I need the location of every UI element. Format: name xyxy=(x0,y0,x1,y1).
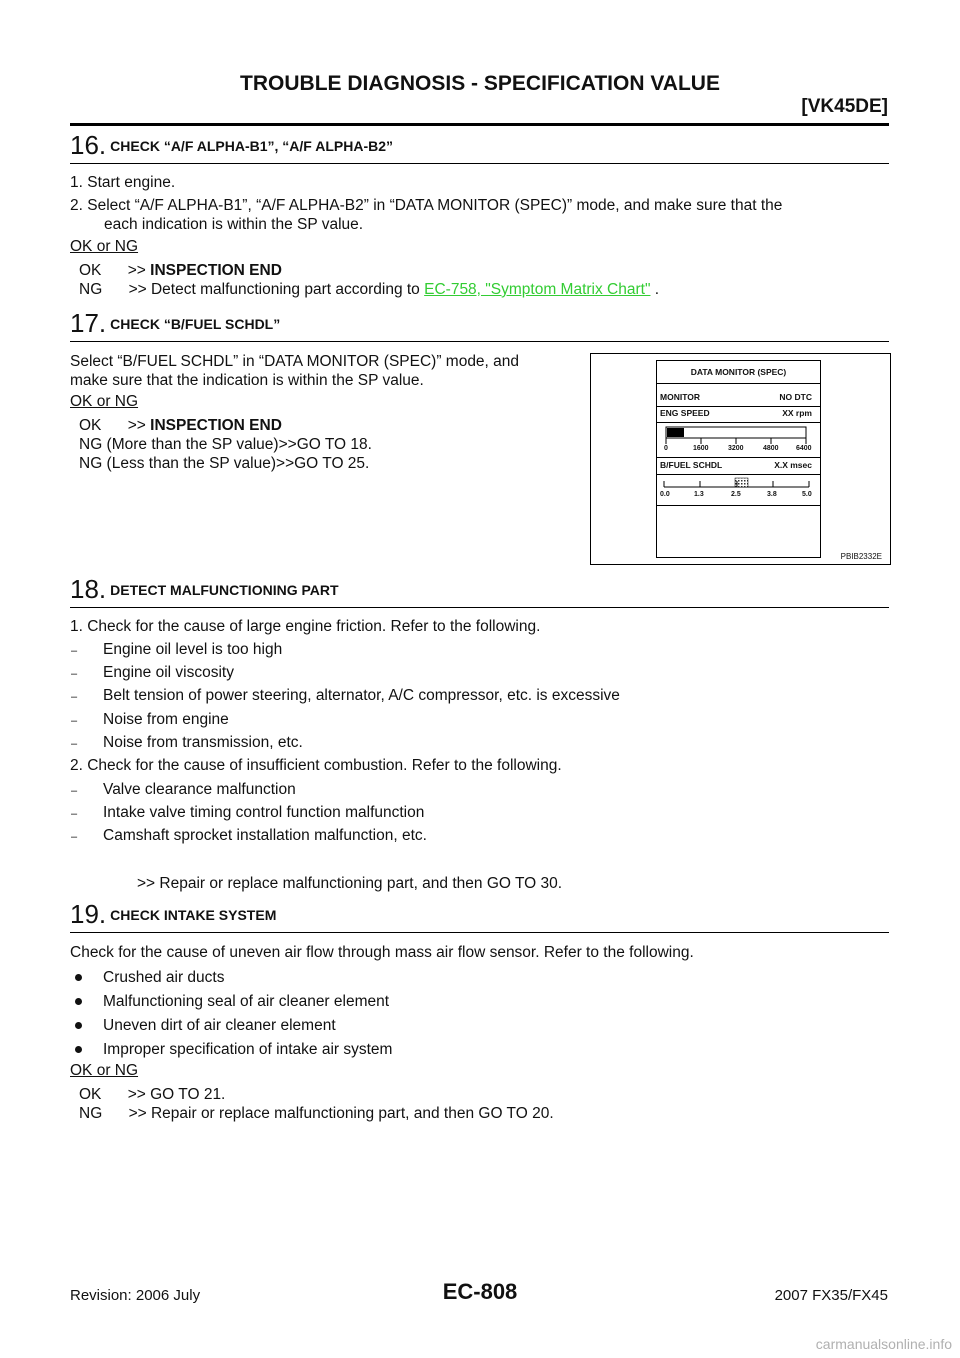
list-item-text: Noise from engine xyxy=(103,711,229,728)
section-code: [VK45DE] xyxy=(801,96,888,117)
step-title: DETECT MALFUNCTIONING PART xyxy=(110,582,339,598)
list-item-text: Engine oil viscosity xyxy=(103,664,234,681)
tick-label: 1.3 xyxy=(694,491,704,498)
ok-label: OK xyxy=(79,262,102,279)
list-item xyxy=(71,663,234,683)
list-item xyxy=(71,640,283,660)
footer-revision: Revision: 2006 July xyxy=(70,1287,201,1304)
step-number: 18. xyxy=(70,574,107,604)
watermark: carmanualsonline.info xyxy=(815,1336,952,1352)
list-item xyxy=(103,992,389,1012)
fuel-schdl-ticks xyxy=(657,491,820,503)
list-item xyxy=(71,710,229,730)
step-16-item-1: 1. Start engine. xyxy=(70,174,176,191)
tick-label: 6400 xyxy=(796,445,812,452)
eng-speed-label: ENG SPEED xyxy=(660,408,710,418)
ng-more-row: NG (More than the SP value)>>GO TO 18. xyxy=(79,436,372,453)
list-item-text: Crushed air ducts xyxy=(103,969,225,986)
bullet-icon xyxy=(75,974,82,981)
no-dtc-label: NO DTC xyxy=(779,392,812,402)
list-item-text: Intake valve timing control function malfunction xyxy=(103,804,425,821)
fuel-schdl-label: B/FUEL SCHDL xyxy=(660,460,723,470)
dash-icon: – xyxy=(71,738,78,750)
arrow: >> xyxy=(127,417,146,434)
list-item xyxy=(71,780,296,800)
period: . xyxy=(654,281,660,298)
list-item xyxy=(103,968,224,988)
step-title: CHECK INTAKE SYSTEM xyxy=(110,907,277,923)
list-item xyxy=(71,803,425,823)
data-monitor-figure xyxy=(590,353,891,565)
ok-result-row xyxy=(79,1085,225,1104)
ng-text: >> Repair or replace malfunctioning part, and then GO TO 20. xyxy=(128,1105,554,1122)
header-rule xyxy=(70,123,889,126)
step-17-text-2: make sure that the indication is within the SP value. xyxy=(70,372,424,389)
tick-label: 3200 xyxy=(728,445,744,452)
list-item-text: Belt tension of power steering, alternator, A/C compressor, etc. is excessive xyxy=(103,687,620,704)
arrow: >> xyxy=(128,281,147,298)
ok-result-row xyxy=(79,261,282,280)
step-number: 17. xyxy=(70,308,107,338)
monitor-screen xyxy=(656,360,821,558)
ok-or-ng-label: OK or NG xyxy=(70,393,139,410)
figure-code: PBIB2332E xyxy=(840,552,882,561)
dash-icon: – xyxy=(71,691,78,703)
dash-icon: – xyxy=(71,831,78,843)
bullet-icon xyxy=(75,1046,82,1053)
step-number: 16. xyxy=(70,130,107,160)
list-item-text: Valve clearance malfunction xyxy=(103,781,296,798)
step-19-heading xyxy=(70,899,889,933)
tick-label: 2.5 xyxy=(731,491,741,498)
tick-label: 0.0 xyxy=(660,491,670,498)
list-item xyxy=(71,686,620,706)
step-16-heading xyxy=(70,130,889,164)
tick-label: 0 xyxy=(664,445,668,452)
list-item-text: Engine oil level is too high xyxy=(103,641,283,658)
fuel-schdl-value: X.X msec xyxy=(774,460,812,470)
dash-icon: – xyxy=(71,645,78,657)
ng-result-row xyxy=(79,280,659,299)
step-18-heading xyxy=(70,574,889,608)
step-title: CHECK “A/F ALPHA-B1”, “A/F ALPHA-B2” xyxy=(110,138,394,154)
ok-or-ng-label: OK or NG xyxy=(70,238,139,255)
list-item-text: Improper specification of intake air system xyxy=(103,1041,393,1058)
eng-speed-value: XX rpm xyxy=(782,408,812,418)
step-18-result: >> Repair or replace malfunctioning part, and then GO TO 30. xyxy=(137,875,563,892)
monitor-label: MONITOR xyxy=(660,392,700,402)
step-number: 19. xyxy=(70,899,107,929)
list-item xyxy=(71,733,303,753)
list-item xyxy=(103,1016,336,1036)
page-title: TROUBLE DIAGNOSIS - SPECIFICATION VALUE xyxy=(240,72,720,95)
tick-label: 5.0 xyxy=(802,491,812,498)
eng-speed-row xyxy=(657,406,820,423)
dash-icon: – xyxy=(71,668,78,680)
tick-label: 4800 xyxy=(763,445,779,452)
step-17-heading xyxy=(70,308,889,342)
ok-text: >> GO TO 21. xyxy=(127,1086,226,1103)
bullet-icon xyxy=(75,1022,82,1029)
dash-icon: – xyxy=(71,785,78,797)
inspection-end: INSPECTION END xyxy=(150,262,282,279)
list-item-text: Malfunctioning seal of air cleaner element xyxy=(103,993,390,1010)
fuel-schdl-row xyxy=(657,457,820,475)
footer-model: 2007 FX35/FX45 xyxy=(774,1287,888,1304)
step-18-intro-1: 1. Check for the cause of large engine friction. Refer to the following. xyxy=(70,618,541,635)
ng-label: NG xyxy=(79,281,103,298)
screen-divider xyxy=(657,505,820,506)
list-item-text: Camshaft sprocket installation malfunction, etc. xyxy=(103,827,427,844)
tick-label: 1600 xyxy=(693,445,709,452)
list-item-text: Uneven dirt of air cleaner element xyxy=(103,1017,336,1034)
monitor-title: DATA MONITOR (SPEC) xyxy=(657,361,820,384)
eng-speed-ticks xyxy=(657,445,820,457)
inspection-end: INSPECTION END xyxy=(150,417,282,434)
bullet-icon xyxy=(75,998,82,1005)
dash-icon: – xyxy=(71,808,78,820)
list-item xyxy=(103,1040,392,1060)
step-16-item-2: 2. Select “A/F ALPHA-B1”, “A/F ALPHA-B2” in “DATA MONITOR (SPEC)” mode, and make sure that the xyxy=(70,197,783,214)
dash-icon: – xyxy=(71,715,78,727)
monitor-header-row xyxy=(657,389,820,407)
ok-label: OK xyxy=(79,417,102,434)
ng-result-row xyxy=(79,1104,554,1123)
step-16-item-2-cont: each indication is within the SP value. xyxy=(104,216,364,233)
ok-label: OK xyxy=(79,1086,102,1103)
list-item xyxy=(71,826,427,846)
ng-label: NG xyxy=(79,1105,103,1122)
footer-page-number: EC-808 xyxy=(442,1279,518,1304)
ok-result-row xyxy=(79,416,282,435)
list-item-text: Noise from transmission, etc. xyxy=(103,734,303,751)
step-title: CHECK “B/FUEL SCHDL” xyxy=(110,316,281,332)
ok-or-ng-label: OK or NG xyxy=(70,1062,139,1079)
symptom-matrix-link[interactable]: EC-758, "Symptom Matrix Chart" xyxy=(424,281,651,298)
step-18-intro-2: 2. Check for the cause of insufficient combustion. Refer to the following. xyxy=(70,757,562,774)
ng-less-row: NG (Less than the SP value)>>GO TO 25. xyxy=(79,455,370,472)
step-19-intro: Check for the cause of uneven air flow through mass air flow sensor. Refer to the following. xyxy=(70,944,694,961)
tick-label: 3.8 xyxy=(767,491,777,498)
step-17-text-1: Select “B/FUEL SCHDL” in “DATA MONITOR (SPEC)” mode, and xyxy=(70,353,520,370)
arrow: >> xyxy=(127,262,146,279)
ng-text: Detect malfunctioning part according to xyxy=(150,281,420,298)
